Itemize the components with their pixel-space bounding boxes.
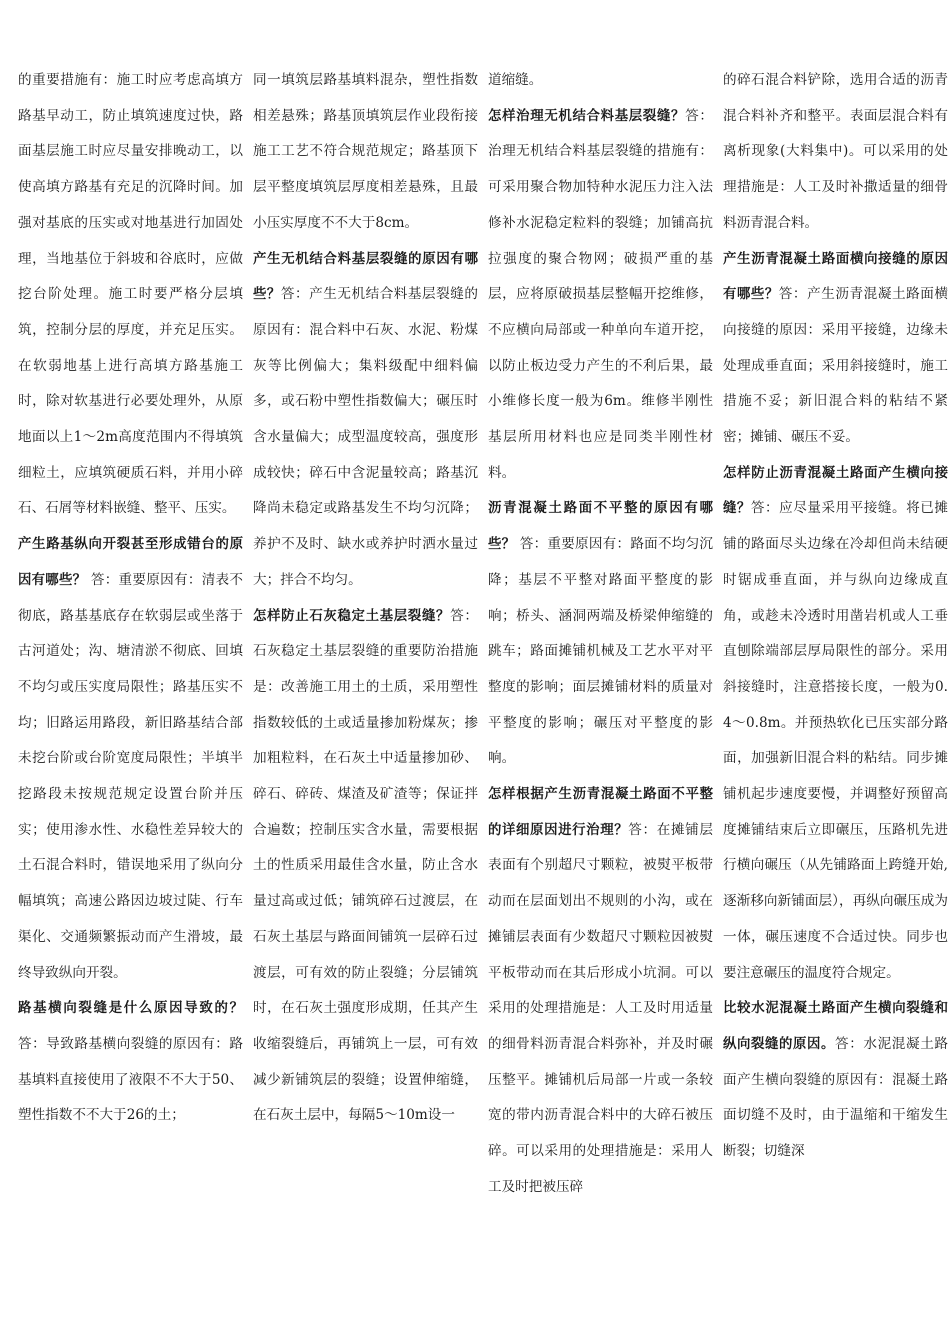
- question-heading: 怎样防止沥青混凝土路面产生横向接缝？: [723, 465, 948, 517]
- paragraph: [723, 456, 948, 992]
- document-page: [18, 63, 948, 1206]
- answer-text: 答：治理无机结合料基层裂缝的措施有：可采用聚合物加特种水泥压力注入法修补水泥稳定粒料的裂缝；加铺高抗拉强度的聚合物网；破损严重的基层，应将原破损基层整幅开挖维修，不应横向局部或一种单向车道开挖，以防止板边受力产生的不利后果，最小维修长度一般为6m。维修半刚性基层所用材料也应是同类半刚性材料。: [488, 107, 714, 481]
- paragraph: [723, 242, 948, 456]
- question-heading: 比较水泥混凝土路面产生横向裂缝和纵向裂缝的原因。: [723, 1001, 948, 1052]
- paragraph: [253, 599, 478, 1135]
- text-column-2: [253, 63, 478, 1134]
- answer-text: 答：重要原因有：路面不均匀沉降；基层不平整对路面平整度的影响；桥头、涵洞两端及桥梁伸缩缝的跳车；路面摊铺机械及工艺水平对平整度的影响；面层摊铺材料的质量对平整度的影响；碾压对平整度的影响。: [488, 536, 713, 767]
- text-column-3: [488, 63, 713, 1206]
- answer-text: 答：重要原因有：清表不彻底，路基基底存在软弱层或坐落于古河道处；沟、塘清淤不彻底、回填不均匀或压实度局限性；路基压实不均；旧路运用路段，新旧路基结合部未挖台阶或台阶宽度局限性；半填半挖路段未按规范规定设置台阶并压实；使用渗水性、水稳性差异较大的土石混合料时，错误地采用了纵向分幅填筑；高速公路因边坡过陡、行车渠化、交通频繁振动而产生滑坡，最终导致纵向开裂。: [18, 571, 243, 981]
- answer-text: 答：导致路基横向裂缝的原因有：路基填料直接使用了液限不不大于50、塑性指数不不大于26的土；: [18, 1035, 243, 1124]
- answer-text: 答：石灰稳定土基层裂缝的重要防治措施是：改善施工用土的土质，采用塑性指数较低的土或适量掺加粉煤灰；掺加粗粒料，在石灰土中适量掺加砂、碎石、碎砖、煤渣及矿渣等；保证拌合遍数；控制压实含水量，需要根据土的性质采用最佳含水量，防止含水量过高或过低；铺筑碎石过渡层，在石灰土基层与路面间铺筑一层碎石过渡层，可有效的防止裂缝；分层铺筑时，在石灰土强度形成期，任其产生收缩裂缝后，再铺筑上一层，可有效减少新铺筑层的裂缝；设置伸缩缝，在石灰土层中，每隔5～10m设一: [253, 607, 479, 1124]
- paragraph: [253, 242, 478, 599]
- paragraph: [723, 991, 948, 1170]
- text-column-1: [18, 63, 243, 1134]
- answer-text: 答：产生无机结合料基层裂缝的原因有：混合料中石灰、水泥、粉煤灰等比例偏大；集料级配中细料偏多，或石粉中塑性指数偏大；碾压时含水量偏大；成型温度较高，强度形成较快；碎石中含泥量较高；路基沉降尚未稳定或路基发生不均匀沉降；养护不及时、缺水或养护时洒水量过大；拌合不均匀。: [253, 286, 479, 588]
- answer-text: 道缩缝。: [488, 72, 543, 88]
- question-heading: 产生无机结合料基层裂缝的原因有哪些？: [253, 251, 478, 303]
- answer-text: 同一填筑层路基填料混杂，塑性指数相差悬殊；路基顶填筑层作业段衔接施工工艺不符合规范规定；路基顶下层平整度填筑层厚度相差悬殊，且最小压实厚度不不大于8cm。: [253, 72, 478, 231]
- question-heading: 产生路基纵向开裂甚至形成错台的原因有哪些？: [18, 537, 243, 588]
- paragraph: [488, 63, 713, 99]
- question-heading: 怎样防止石灰稳定土基层裂缝？: [253, 608, 451, 624]
- text-column-4: [723, 63, 948, 1170]
- answer-text: 答：产生沥青混凝土路面横向接缝的原因：采用平接缝，边缘未处理成垂直面；采用斜接缝时，施工措施不妥；新旧混合料的粘结不紧密；摊铺、碾压不妥。: [723, 286, 949, 446]
- paragraph: [18, 63, 243, 527]
- paragraph: [488, 99, 713, 492]
- paragraph: [488, 491, 713, 777]
- paragraph: [18, 527, 243, 991]
- paragraph: [723, 63, 948, 242]
- answer-text: 的碎石混合料铲除，选用合适的沥青混合料补齐和整平。表面层混合料有离析现象(大料集中)。可以采用的处理措施是：人工及时补撒适量的细骨料沥青混合料。: [723, 72, 948, 231]
- question-heading: 怎样根据产生沥青混凝土路面不平整的详细原因进行治理？: [488, 787, 713, 838]
- answer-text: 答：水泥混凝土路面产生横向裂缝的原因有：混凝土路面切缝不及时，由于温缩和干缩发生断裂；切缝深: [723, 1035, 949, 1160]
- answer-text: 答：应尽量采用平接缝。将已摊铺的路面尽头边缘在冷却但尚未结硬时锯成垂直面，并与纵向边缘成直角，或趁未冷透时用凿岩机或人工垂直刨除端部层厚局限性的部分。采用斜接缝时，注意搭接长度，一般为0.4～0.8m。并预热软化已压实部分路面，加强新旧混合料的粘结。同步摊铺机起步速度要慢，并调整好预留高度摊铺结束后立即碾压，压路机先进行横向碾压（从先铺路面上跨缝开始,逐渐移向新铺面层），再纵向碾压成为一体，碾压速度不合适过快。同步也要注意碾压的温度符合规定。: [723, 500, 949, 981]
- paragraph: [18, 991, 243, 1134]
- question-heading: 路基横向裂缝是什么原因导致的？: [18, 1001, 243, 1017]
- question-heading: 沥青混凝土路面不平整的原因有哪些？: [488, 501, 713, 553]
- paragraph: [488, 777, 713, 1205]
- answer-text: 答：在摊铺层表面有个别超尺寸颗粒，被熨平板带动而在层面划出不规则的小沟，或在摊铺层表面有少数超尺寸颗粒因被熨平板带动而在其后形成小坑洞。可以采用的处理措施是：人工及时用适量的细骨料沥青混合料弥补，并及时碾压整平。摊铺机后局部一片或一条较宽的带内沥青混合料中的大碎石被压碎。可以采用的处理措施是：采用人工及时把被压碎: [488, 821, 714, 1195]
- question-heading: 怎样治理无机结合料基层裂缝？: [488, 108, 686, 124]
- answer-text: 的重要措施有：施工时应考虑高填方路基早动工，防止填筑速度过快，路面基层施工时应尽量安排晚动工，以使高填方路基有充足的沉降时间。加强对基底的压实或对地基进行加固处理，当地基位于斜坡和谷底时，应做挖台阶处理。施工时要严格分层填筑，控制分层的厚度，并充足压实。在软弱地基上进行高填方路基施工时，除对软基进行必要处理外，从原地面以上1～2m高度范围内不得填筑细粒土，应填筑硬质石料，并用小碎石、石屑等材料嵌缝、整平、压实。: [18, 72, 243, 517]
- question-heading: 产生沥青混凝土路面横向接缝的原因有哪些？: [723, 251, 948, 303]
- paragraph: [253, 63, 478, 242]
